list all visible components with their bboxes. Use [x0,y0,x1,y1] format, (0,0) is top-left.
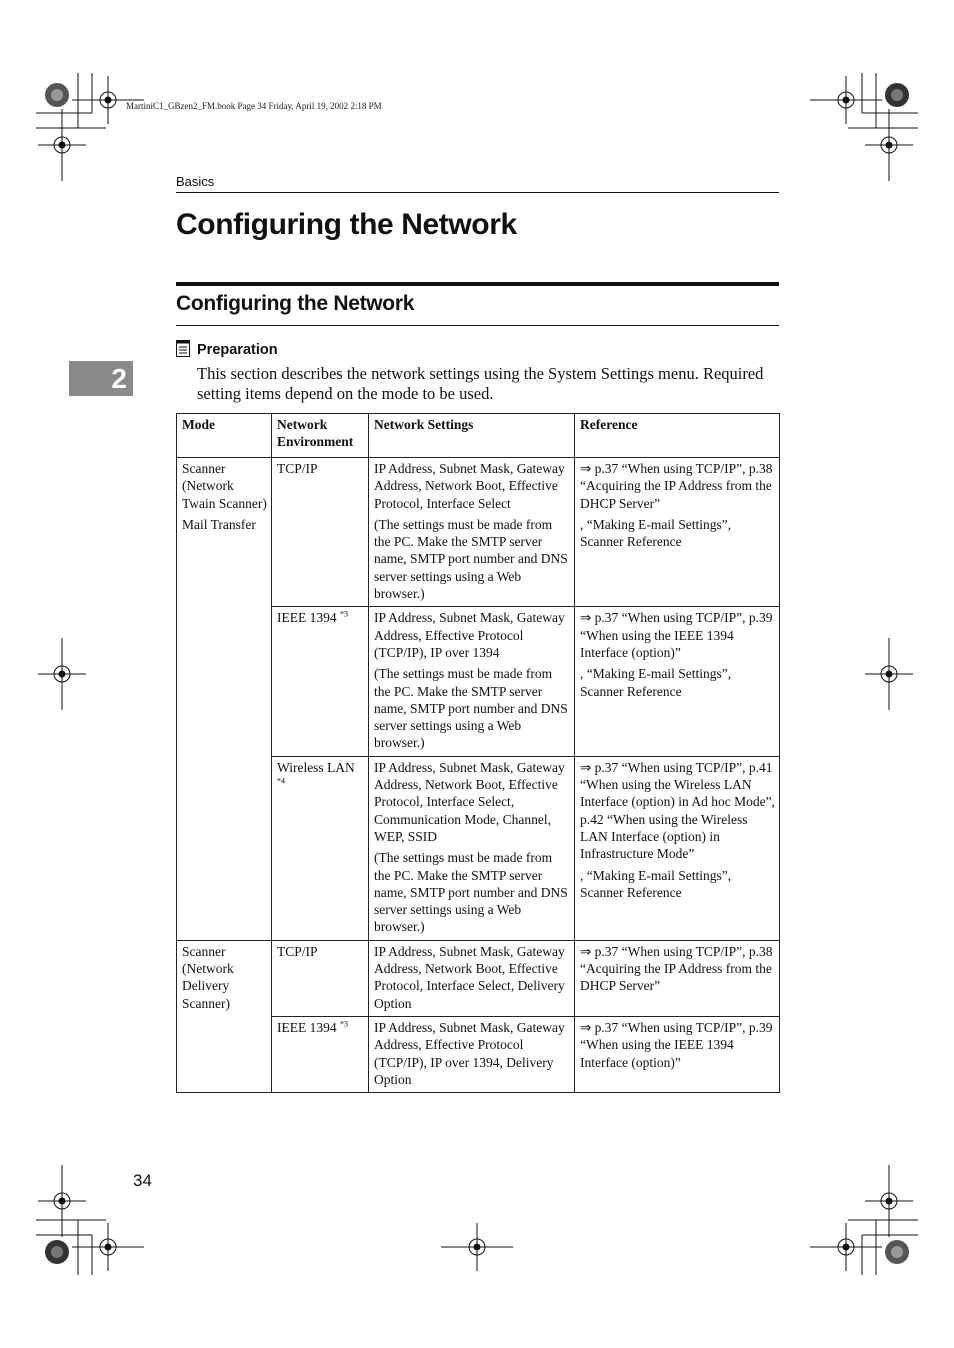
footnote-marker: *3 [340,1019,348,1029]
settings-text: IP Address, Subnet Mask, Gateway Address, Effective Protocol (TCP/IP), IP over 1394 [374,610,565,660]
settings-cell [369,756,575,940]
reference-text: , “Making E-mail Settings”, Scanner Reference [580,666,732,699]
footnote-marker: *3 [340,609,348,619]
column-header: Reference [575,414,780,458]
column-header: Network Settings [369,414,575,458]
environment-cell [272,607,369,756]
reference-text: ⇒ p.37 “When using TCP/IP”, p.41 “When using the Wireless LAN Interface (option) in Ad hoc Mode”, p.42 “When using the Wireless LAN Interface (option) in Infrastructure Mode” [580,759,775,862]
mode-cell [177,940,272,1092]
environment-text: Wireless LAN [277,759,355,775]
environment-text: TCP/IP [277,461,318,476]
environment-cell [272,756,369,940]
mode-cell [177,458,272,941]
reference-cell [575,1016,780,1092]
settings-cell [369,1016,575,1092]
settings-text: IP Address, Subnet Mask, Gateway Address, Effective Protocol (TCP/IP), IP over 1394, Delivery Option [374,1019,565,1087]
settings-cell [369,940,575,1016]
environment-text: IEEE 1394 [277,1019,337,1035]
table-header-row [177,414,780,458]
environment-cell [272,940,369,1016]
memo-icon [176,340,190,357]
settings-text: IP Address, Subnet Mask, Gateway Address, Network Boot, Effective Protocol, Interface Select, Delivery Option [374,943,565,1011]
reference-text: ⇒ p.37 “When using TCP/IP”, p.38 “Acquiring the IP Address from the DHCP Server” [580,943,773,994]
reference-text: , “Making E-mail Settings”, Scanner Reference [580,516,732,550]
preparation-label: Preparation [197,342,278,358]
reference-text: ⇒ p.37 “When using TCP/IP”, p.38 “Acquiring the IP Address from the DHCP Server” [580,461,773,511]
settings-cell [369,607,575,756]
header-rule [176,192,779,193]
page-number: 34 [133,1171,152,1190]
environment-text: TCP/IP [277,943,318,959]
chapter-tab: 2 [69,361,133,396]
mode-text: Scanner (Network Twain Scanner) [182,461,267,511]
section-heading: Configuring the Network [176,292,415,315]
reference-cell [575,940,780,1016]
environment-text: IEEE 1394 [277,610,337,626]
environment-cell [272,1016,369,1092]
reference-text: , “Making E-mail Settings”, Scanner Reference [580,867,732,900]
page-title: Configuring the Network [176,208,517,241]
settings-text: IP Address, Subnet Mask, Gateway Address, Network Boot, Effective Protocol, Interface Select, Communication Mode, Channel, WEP, SSID [374,759,565,844]
mode-text: Mail Transfer [182,516,256,532]
table-row [177,458,780,607]
column-header: Network Environment [272,414,369,458]
reference-cell [575,458,780,607]
environment-cell [272,458,369,607]
reference-text: ⇒ p.37 “When using TCP/IP”, p.39 “When using the IEEE 1394 Interface (option)” [580,610,773,660]
column-header: Mode [177,414,272,458]
subtitle-rule [176,325,779,326]
settings-note: (The settings must be made from the PC. Make the SMTP server name, SMTP port number and DNS server settings using a Web browser.) [374,850,568,935]
network-settings-table [176,413,780,1093]
section-label: Basics [176,174,215,189]
settings-cell [369,458,575,607]
preparation-text: This section describes the network settings using the System Settings menu. Required setting items depend on the mode to be used. [197,364,764,403]
file-header: MartiniC1_GBzen2_FM.book Page 34 Friday, April 19, 2002 2:18 PM [126,101,382,111]
title-rule [176,282,779,286]
reference-cell [575,607,780,756]
settings-text: IP Address, Subnet Mask, Gateway Address, Network Boot, Effective Protocol, Interface Select [374,461,565,511]
reference-cell [575,756,780,940]
settings-note: (The settings must be made from the PC. Make the SMTP server name, SMTP port number and DNS server settings using a Web browser.) [374,516,568,602]
footnote-marker: *4 [277,776,285,786]
mode-text: Scanner (Network Delivery Scanner) [182,943,234,1011]
reference-text: ⇒ p.37 “When using TCP/IP”, p.39 “When using the IEEE 1394 Interface (option)” [580,1019,773,1070]
table-row [177,940,780,1016]
settings-note: (The settings must be made from the PC. Make the SMTP server name, SMTP port number and DNS server settings using a Web browser.) [374,666,568,751]
